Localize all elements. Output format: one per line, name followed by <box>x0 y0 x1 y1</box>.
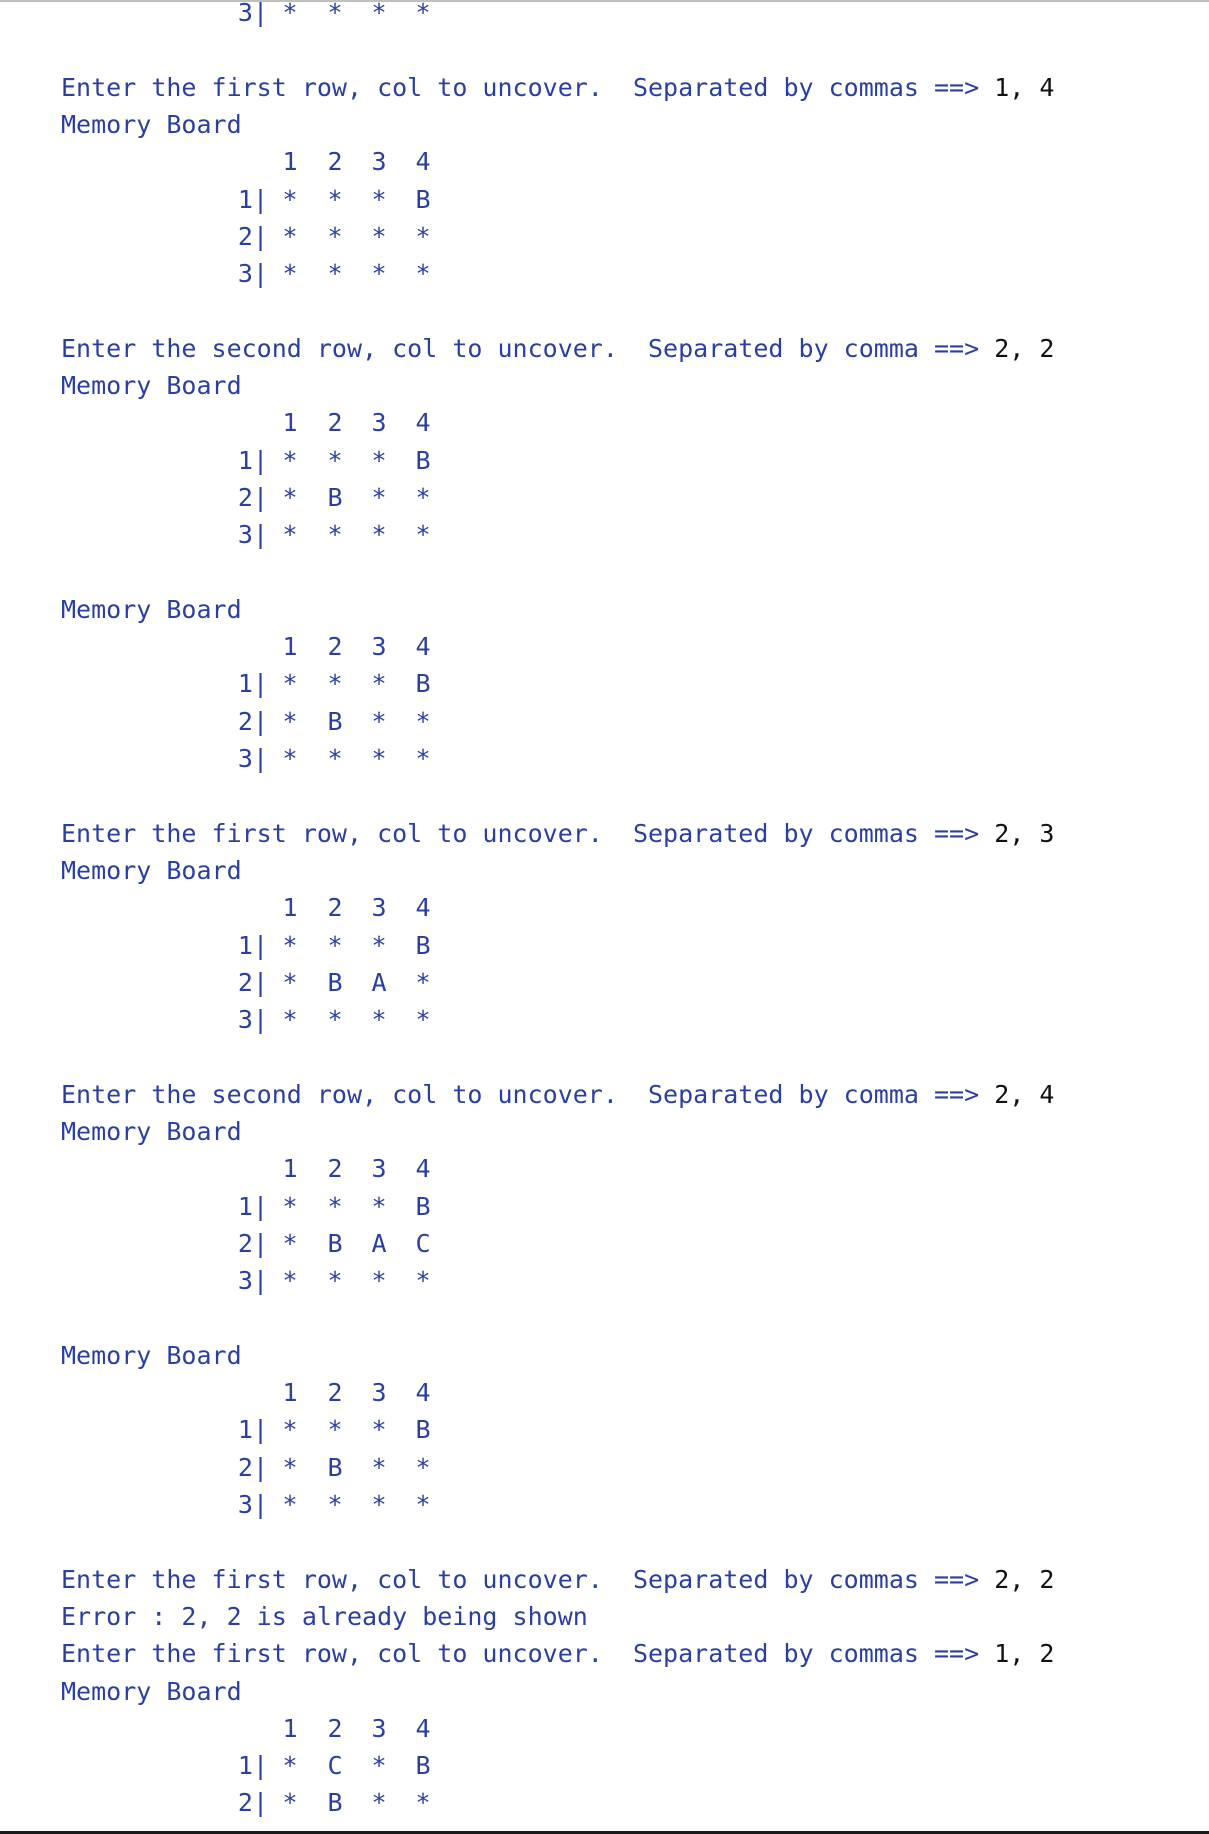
input-prompt-line <box>61 819 1054 849</box>
board-cell: A <box>371 1228 387 1258</box>
column-header: 4 <box>415 408 431 438</box>
board-row-label: 3| <box>237 1005 268 1035</box>
board-cell: B <box>415 1191 431 1221</box>
board-cell: * <box>371 1266 387 1296</box>
prompt-text: Enter the first row, col to uncover. Separated by commas ==> <box>61 818 995 848</box>
board-cell: * <box>327 1191 343 1221</box>
board-row <box>0 1192 1209 1222</box>
board-cell: * <box>282 967 298 997</box>
board-row-label: 2| <box>237 967 268 997</box>
board-cell: * <box>415 967 431 997</box>
board-row-label: 2| <box>237 1788 268 1818</box>
board-row <box>0 669 1209 699</box>
column-header: 3 <box>371 632 387 662</box>
column-header: 1 <box>282 1378 298 1408</box>
board-row <box>0 259 1209 289</box>
board-cell: * <box>327 259 343 289</box>
board-cell: B <box>415 930 431 960</box>
board-cell: * <box>371 744 387 773</box>
board-title: Memory Board <box>61 594 242 624</box>
board-column-headers <box>0 632 1209 662</box>
board-row <box>0 1005 1209 1035</box>
board-cell: B <box>415 445 431 475</box>
column-header: 3 <box>371 147 387 177</box>
prompt-text: Enter the second row, col to uncover. Separated by comma ==> <box>61 1079 995 1109</box>
board-cell: * <box>371 184 387 214</box>
board-cell: * <box>282 1228 298 1258</box>
column-header: 1 <box>282 147 298 177</box>
board-column-headers <box>0 1378 1209 1408</box>
board-cell: B <box>327 1228 343 1258</box>
board-cell: * <box>415 2 431 27</box>
error-message: Error : 2, 2 is already being shown <box>61 1601 588 1631</box>
column-header: 3 <box>371 1154 387 1184</box>
board-cell: * <box>371 259 387 289</box>
board-row <box>0 520 1209 550</box>
column-header: 2 <box>327 408 343 438</box>
input-prompt-line <box>61 334 1054 364</box>
board-cell: * <box>282 930 298 960</box>
board-title: Memory Board <box>61 1117 242 1146</box>
column-header: 2 <box>327 147 343 177</box>
board-cell: * <box>415 744 431 773</box>
board-cell: * <box>415 221 431 251</box>
input-prompt-line <box>61 73 1054 103</box>
board-cell: * <box>371 221 387 251</box>
column-header: 1 <box>282 408 298 438</box>
column-header: 4 <box>415 147 431 177</box>
board-row <box>0 2 1209 28</box>
board-cell: * <box>282 1751 298 1781</box>
board-row-label: 2| <box>237 706 268 736</box>
board-title: Memory Board <box>61 371 242 400</box>
board-cell: * <box>371 1751 387 1781</box>
board-cell: * <box>282 482 298 512</box>
board-cell: * <box>371 520 387 550</box>
board-cell: * <box>415 706 431 736</box>
board-row <box>0 1453 1209 1483</box>
board-cell: * <box>327 2 343 27</box>
board-row <box>0 707 1209 737</box>
board-row <box>0 744 1209 774</box>
board-title: Memory Board <box>61 109 242 139</box>
user-entered-coordinates: 2, 2 <box>994 1564 1055 1594</box>
user-entered-coordinates: 2, 2 <box>994 333 1055 363</box>
column-header: 4 <box>415 1713 431 1743</box>
input-prompt-line <box>61 1639 1054 1669</box>
board-cell: * <box>327 1415 343 1445</box>
board-cell: B <box>327 1788 343 1818</box>
board-row <box>0 185 1209 215</box>
board-column-headers <box>0 893 1209 923</box>
board-row <box>0 931 1209 961</box>
column-header: 1 <box>282 1713 298 1743</box>
board-row <box>0 1229 1209 1259</box>
board-cell: * <box>327 184 343 214</box>
board-cell: A <box>371 967 387 997</box>
board-cell: * <box>282 184 298 214</box>
board-cell: * <box>415 1005 431 1035</box>
board-cell: C <box>327 1751 343 1781</box>
board-cell: * <box>415 259 431 289</box>
board-cell: * <box>415 520 431 550</box>
board-row <box>0 446 1209 476</box>
board-cell: * <box>415 1788 431 1818</box>
board-cell: * <box>327 520 343 550</box>
board-cell: * <box>282 1005 298 1035</box>
board-cell: * <box>282 1266 298 1296</box>
board-row-label: 3| <box>237 2 268 27</box>
board-row-label: 3| <box>237 1266 268 1296</box>
board-row-label: 2| <box>237 482 268 512</box>
board-title: Memory Board <box>61 1340 242 1370</box>
board-cell: * <box>282 1415 298 1445</box>
board-row-label: 1| <box>237 445 268 475</box>
column-header: 2 <box>327 1713 343 1743</box>
column-header: 4 <box>415 1154 431 1184</box>
column-header: 2 <box>327 632 343 662</box>
board-cell: * <box>327 445 343 475</box>
board-row-label: 1| <box>237 1751 268 1781</box>
board-cell: * <box>282 1191 298 1221</box>
column-header: 3 <box>371 893 387 923</box>
board-row-label: 2| <box>237 1228 268 1258</box>
column-header: 3 <box>371 1713 387 1743</box>
board-row-label: 1| <box>237 1191 268 1221</box>
column-header: 1 <box>282 893 298 923</box>
board-cell: B <box>415 1751 431 1781</box>
column-header: 2 <box>327 893 343 923</box>
board-cell: * <box>327 1005 343 1035</box>
board-cell: B <box>327 482 343 512</box>
board-cell: * <box>282 744 298 773</box>
board-cell: * <box>327 669 343 699</box>
board-cell: * <box>415 1490 431 1519</box>
board-column-headers <box>0 147 1209 177</box>
column-header: 1 <box>282 1154 298 1184</box>
column-header: 4 <box>415 893 431 923</box>
board-cell: * <box>282 445 298 475</box>
user-entered-coordinates: 1, 2 <box>994 1639 1055 1669</box>
board-row-label: 3| <box>237 520 268 550</box>
board-row <box>0 222 1209 252</box>
board-cell: * <box>415 1266 431 1296</box>
column-header: 4 <box>415 632 431 662</box>
board-row-label: 1| <box>237 669 268 699</box>
console-output <box>0 2 1209 1832</box>
prompt-text: Enter the first row, col to uncover. Separated by commas ==> <box>61 72 995 102</box>
board-row-label: 3| <box>237 1490 268 1519</box>
column-header: 2 <box>327 1154 343 1184</box>
column-header: 1 <box>282 632 298 662</box>
column-header: 2 <box>327 1378 343 1408</box>
board-cell: * <box>282 221 298 251</box>
board-row <box>0 1266 1209 1296</box>
prompt-text: Enter the first row, col to uncover. Separated by commas ==> <box>61 1639 995 1669</box>
board-row <box>0 1788 1209 1818</box>
board-column-headers <box>0 408 1209 438</box>
column-header: 4 <box>415 1378 431 1408</box>
board-cell: * <box>415 1452 431 1482</box>
board-title: Memory Board <box>61 1676 242 1706</box>
board-cell: * <box>327 930 343 960</box>
board-cell: * <box>282 520 298 550</box>
board-row <box>0 1751 1209 1781</box>
board-cell: * <box>371 1452 387 1482</box>
board-cell: * <box>327 1490 343 1519</box>
board-cell: * <box>327 1266 343 1296</box>
board-column-headers <box>0 1154 1209 1184</box>
board-title: Memory Board <box>61 855 242 885</box>
prompt-text: Enter the second row, col to uncover. Separated by comma ==> <box>61 333 995 363</box>
board-cell: * <box>371 445 387 475</box>
board-row <box>0 968 1209 998</box>
input-prompt-line <box>61 1565 1054 1595</box>
board-cell: B <box>327 967 343 997</box>
board-cell: * <box>327 221 343 251</box>
board-row-label: 3| <box>237 259 268 289</box>
user-entered-coordinates: 2, 3 <box>994 818 1055 848</box>
board-cell: * <box>371 2 387 27</box>
board-cell: * <box>282 669 298 699</box>
board-row-label: 1| <box>237 184 268 214</box>
board-cell: B <box>415 1415 431 1445</box>
prompt-text: Enter the first row, col to uncover. Separated by commas ==> <box>61 1564 995 1594</box>
board-cell: * <box>371 482 387 512</box>
board-cell: * <box>327 744 343 773</box>
board-row-label: 2| <box>237 1452 268 1482</box>
board-cell: * <box>371 669 387 699</box>
board-cell: * <box>415 482 431 512</box>
board-row-label: 2| <box>237 221 268 251</box>
board-cell: B <box>415 184 431 214</box>
board-cell: * <box>371 706 387 736</box>
user-entered-coordinates: 1, 4 <box>994 72 1055 102</box>
board-cell: * <box>371 1490 387 1519</box>
board-cell: * <box>371 1005 387 1035</box>
input-prompt-line <box>61 1080 1054 1110</box>
user-entered-coordinates: 2, 4 <box>994 1079 1055 1109</box>
board-cell: * <box>282 2 298 27</box>
board-row-label: 1| <box>237 930 268 960</box>
board-cell: * <box>371 1415 387 1445</box>
column-header: 3 <box>371 408 387 438</box>
board-cell: * <box>282 706 298 736</box>
board-row <box>0 1415 1209 1445</box>
board-cell: * <box>371 1788 387 1818</box>
board-cell: * <box>282 1490 298 1519</box>
board-row-label: 1| <box>237 1415 268 1445</box>
board-cell: B <box>327 706 343 736</box>
board-cell: * <box>371 930 387 960</box>
board-cell: B <box>327 1452 343 1482</box>
board-row <box>0 1490 1209 1520</box>
board-cell: * <box>282 259 298 289</box>
board-cell: C <box>415 1228 431 1258</box>
board-cell: B <box>415 669 431 699</box>
board-cell: * <box>282 1788 298 1818</box>
column-header: 3 <box>371 1378 387 1408</box>
board-column-headers <box>0 1714 1209 1744</box>
board-cell: * <box>371 1191 387 1221</box>
board-cell: * <box>282 1452 298 1482</box>
board-row <box>0 483 1209 513</box>
board-row-label: 3| <box>237 744 268 773</box>
